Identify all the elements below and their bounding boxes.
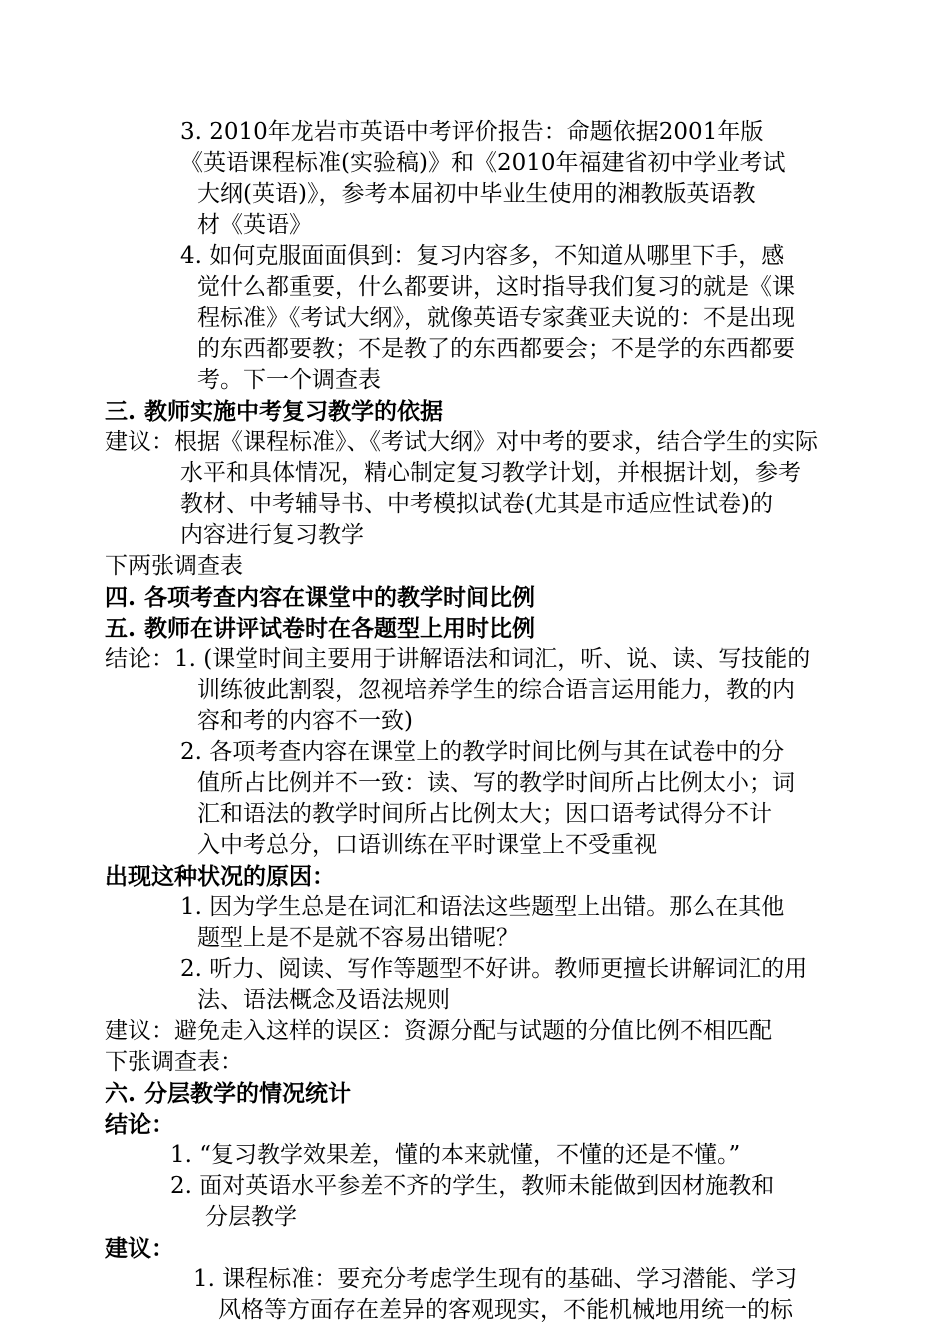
conclusion-heading: 结论： — [105, 1111, 174, 1138]
conclusion6-item2-line2: 分层教学 — [205, 1204, 297, 1230]
suggestion6-item1-line2: 风格等方面存在差异的客观现实，不能机械地用统一的标 — [218, 1297, 793, 1323]
conclusion-item2-line4: 入中考总分，口语训练在平时课堂上不受重视 — [197, 832, 657, 858]
conclusion-item1-line1: 结论：1. (课堂时间主要用于讲解语法和词汇，听、说、读、写技能的 — [105, 646, 811, 672]
suggestion-avoid: 建议：避免走入这样的误区：资源分配与试题的分值比例不相匹配 — [105, 1018, 772, 1044]
suggestion-line3: 教材、中考辅导书、中考模拟试卷(尤其是市适应性试卷)的 — [180, 491, 773, 517]
list-item-4-line2: 觉什么都重要，什么都要讲，这时指导我们复习的就是《课 — [197, 274, 795, 300]
reason-item2-line2: 法、语法概念及语法规则 — [197, 987, 450, 1013]
survey-note-one: 下张调查表： — [105, 1049, 243, 1075]
section-heading-5: 五. 教师在讲评试卷时在各题型上用时比例 — [105, 615, 536, 642]
section-heading-6: 六. 分层教学的情况统计 — [105, 1080, 352, 1107]
list-item-3-line3: 大纲(英语)》，参考本届初中毕业生使用的湘教版英语教 — [197, 181, 756, 207]
reason-item1-line2: 题型上是不是就不容易出错呢？ — [197, 925, 519, 951]
suggestion-line1: 建议：根据《课程标准》、《考试大纲》对中考的要求，结合学生的实际 — [105, 429, 818, 455]
list-item-4-line1: 4. 如何克服面面俱到：复习内容多，不知道从哪里下手，感 — [180, 243, 785, 269]
section-heading-3: 三. 教师实施中考复习教学的依据 — [105, 398, 444, 425]
suggestion-heading: 建议： — [105, 1235, 174, 1262]
suggestion6-item1-line1: 1. 课程标准：要充分考虑学生现有的基础、学习潜能、学习 — [193, 1266, 798, 1292]
list-item-4-line3: 程标准》《考试大纲》，就像英语专家龚亚夫说的：不是出现 — [197, 305, 795, 331]
conclusion6-item2-line1: 2. 面对英语水平参差不齐的学生，教师未能做到因材施教和 — [170, 1173, 775, 1199]
conclusion-item2-line2: 值所占比例并不一致：读、写的教学时间所占比例太小；词 — [197, 770, 795, 796]
list-item-4-line5: 考。下一个调查表 — [197, 367, 381, 393]
list-item-3-line1: 3. 2010年龙岩市英语中考评价报告：命题依据2001年版 — [180, 119, 764, 145]
conclusion6-item1: 1. “复习教学效果差，懂的本来就懂，不懂的还是不懂。” — [170, 1142, 741, 1168]
conclusion-item1-line3: 容和考的内容不一致) — [197, 708, 413, 734]
conclusion-item1-line2: 训练彼此割裂，忽视培养学生的综合语言运用能力，教的内 — [197, 677, 795, 703]
reason-item1-line1: 1. 因为学生总是在词汇和语法这些题型上出错。那么在其他 — [180, 894, 785, 920]
reason-item2-line1: 2. 听力、阅读、写作等题型不好讲。教师更擅长讲解词汇的用 — [180, 956, 808, 982]
suggestion-line4: 内容进行复习教学 — [180, 522, 364, 548]
conclusion-item2-line3: 汇和语法的教学时间所占比例太大；因口语考试得分不计 — [197, 801, 772, 827]
list-item-3-line4: 材《英语》 — [197, 212, 312, 238]
list-item-4-line4: 的东西都要教；不是教了的东西都要会；不是学的东西都要 — [197, 336, 795, 362]
suggestion-line2: 水平和具体情况，精心制定复习教学计划，并根据计划，参考 — [180, 460, 801, 486]
reasons-heading: 出现这种状况的原因： — [105, 863, 335, 890]
survey-note-two: 下两张调查表 — [105, 553, 243, 579]
conclusion-item2-line1: 2. 各项考查内容在课堂上的教学时间比例与其在试卷中的分 — [180, 739, 785, 765]
list-item-3-line2: 《英语课程标准(实验稿)》和《2010年福建省初中学业考试 — [180, 150, 786, 176]
section-heading-4: 四. 各项考查内容在课堂中的教学时间比例 — [105, 584, 536, 611]
